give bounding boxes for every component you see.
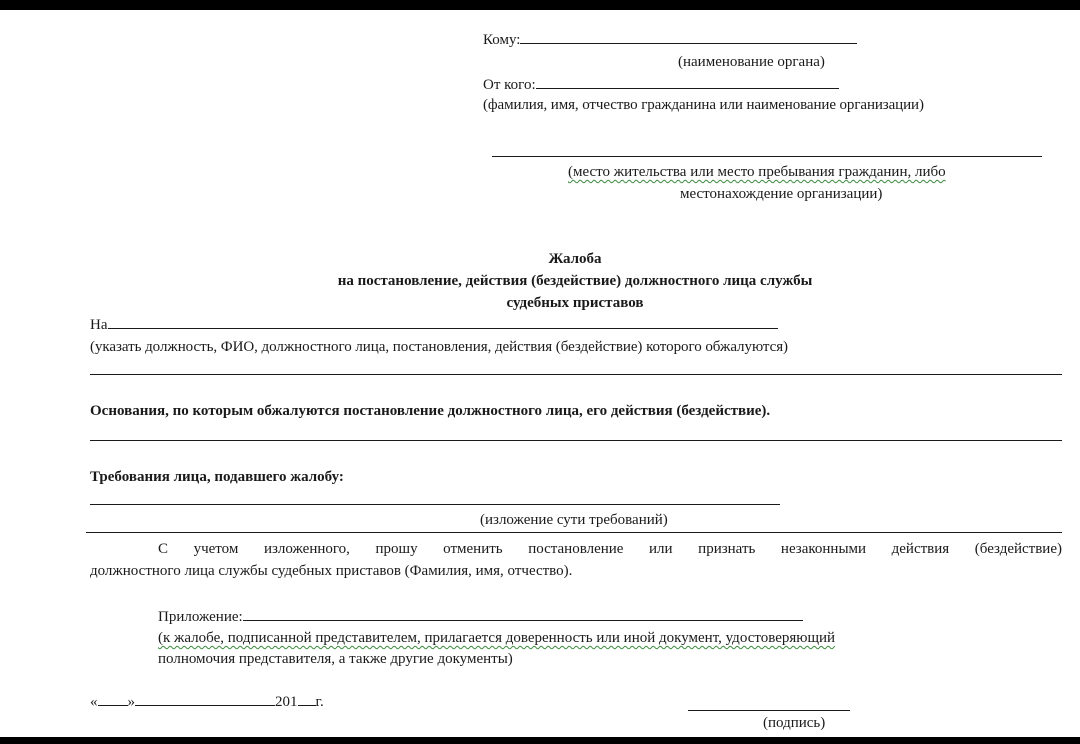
on-caption: (указать должность, ФИО, должностного лица, постановления, действия (бездействие) которого обжалуются) — [90, 339, 788, 355]
to-blank — [520, 42, 857, 44]
demands-caption: (изложение сути требований) — [480, 512, 668, 528]
grounds-rule — [90, 440, 1062, 441]
to-caption: (наименование органа) — [678, 54, 825, 70]
attachment-label: Приложение: — [158, 609, 243, 625]
demands-rule — [86, 532, 1062, 533]
demands-blank — [90, 504, 780, 505]
from-line — [483, 76, 839, 94]
title-line-1: Жалоба — [548, 251, 602, 267]
address-blank — [492, 156, 1042, 157]
document-page — [0, 10, 1080, 737]
request-line-2: должностного лица службы судебных приставов (Фамилия, имя, отчество). — [90, 563, 573, 579]
on-line — [90, 316, 778, 334]
address-caption-1: (место жительства или место пребывания гражданин, либо — [568, 164, 946, 180]
on-label: На — [90, 317, 108, 333]
demands-heading: Требования лица, подавшего жалобу: — [90, 469, 344, 485]
from-caption: (фамилия, имя, отчество гражданина или наименование организации) — [483, 97, 924, 113]
signature-caption: (подпись) — [763, 715, 826, 731]
attachment-caption-2: полномочия представителя, а также другие документы) — [158, 651, 513, 667]
attachment-blank — [243, 619, 803, 621]
grounds-heading: Основания, по которым обжалуются постановление должностного лица, его действия (бездействие). — [90, 403, 771, 419]
date-close-quote: » — [127, 694, 135, 710]
day-blank — [98, 704, 128, 706]
title-line-3: судебных приставов — [506, 295, 644, 311]
year-suffix: г. — [315, 694, 324, 710]
request-line-1: С учетом изложенного, прошу отменить постановление или признать незаконными действия (бездействие) — [158, 541, 1062, 557]
from-label: От кого: — [483, 77, 536, 93]
date-line — [90, 693, 324, 711]
month-blank — [135, 704, 275, 706]
attachment-caption-1: (к жалобе, подписанной представителем, прилагается доверенность или иной документ, удостоверяющий — [158, 630, 836, 646]
address-caption-2: местонахождение организации) — [680, 186, 883, 202]
title-line-2: на постановление, действия (бездействие) должностного лица службы — [337, 273, 813, 289]
year-prefix: 201 — [275, 694, 298, 710]
from-blank — [536, 87, 839, 89]
attachment-line — [158, 608, 803, 626]
on-blank — [108, 327, 778, 329]
to-label: Кому: — [483, 32, 521, 48]
signature-blank — [688, 710, 850, 711]
year-blank — [298, 704, 316, 706]
to-line — [483, 31, 857, 49]
date-open-quote: « — [90, 694, 98, 710]
on-rule — [90, 374, 1062, 375]
